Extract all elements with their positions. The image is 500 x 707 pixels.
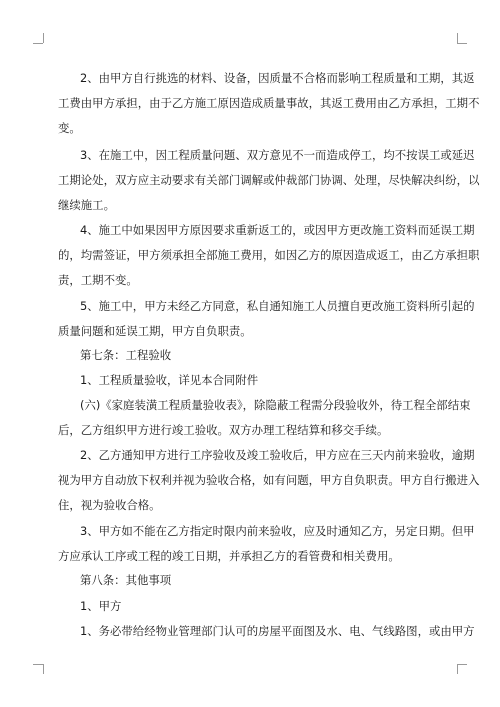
text-line: 2、由甲方自行挑选的材料、设备，因质量不合格而影响工程质量和工期，其返 [80,71,475,85]
text-line: 1、甲方 [80,599,122,613]
heading-text: 第八条：其他事项 [80,573,172,587]
text-line: 质量问题和延误工期，甲方自负职责。 [58,324,252,338]
paragraph-party-a-heading [58,594,444,619]
paragraph-acceptance-form [58,393,471,443]
text-line: 3、在施工中，因工程质量问题、双方意见不一而造成停工，均不按误工或延迟 [80,148,475,162]
text-line: 工费由甲方承担，由于乙方施工原因造成质量事故，其返工费用由乙方承担，工期不 [58,96,480,110]
text-line: 后，乙方组织甲方进行竣工验收。双方办理工程结算和移交手续。 [58,423,389,437]
text-line: 5、施工中，甲方未经乙方同意，私自通知施工人员擅自更改施工资料所引起的 [80,299,475,313]
text-line: 方应承认工序或工程的竣工日期，并承担乙方的看管费和相关费用。 [58,549,400,563]
text-line: 4、施工中如果因甲方原因要求重新返工的，或因甲方更改施工资料而延误工期 [80,223,475,237]
text-line: 的，均需签证，甲方须承担全部施工费用，如因乙方的原因造成返工，由乙方承担职 [58,248,480,262]
text-line: 视为甲方自动放下权利并视为验收合格，如有问题，甲方自负职责。甲方自行搬进入 [58,473,480,487]
text-line: 1、工程质量验收，详见本合同附件 [80,373,259,387]
paragraph-clause-4-redo [58,218,480,293]
text-line: 责，工期不变。 [58,273,138,287]
text-line: 2、乙方通知甲方进行工序验收及竣工验收后，甲方应在三天内前来验收，逾期 [80,448,475,462]
paragraph-clause-3-stoppage [58,143,480,218]
paragraph-clause-5-unauthorized-change [58,294,475,344]
paragraph-acceptance-item-2 [58,443,480,518]
text-line: 3、甲方如不能在乙方指定时限内前来验收，应及时通知乙方，另定日期。但甲 [80,524,475,538]
paragraph-clause-2-rework [58,66,480,141]
heading-text: 第七条：工程验收 [80,348,172,362]
text-line: 1、务必带给经物业管理部门认可的房屋平面图及水、电、气线路图，或由甲方 [80,624,475,638]
section-heading-article-8 [58,568,444,593]
text-line: 变。 [58,121,81,135]
section-heading-article-7 [58,343,444,368]
paragraph-acceptance-item-1 [58,368,444,393]
text-line: 继续施工。 [58,198,115,212]
paragraph-acceptance-item-3 [58,519,475,569]
text-line: 住，视为验收合格。 [58,498,161,512]
text-line: 工期论处，双方应主动要求有关部门调解或仲裁部门协调、处理，尽快解决纠纷，以 [58,173,480,187]
paragraph-party-a-item-1 [58,619,475,644]
text-line: (六)《家庭装潢工程质量验收表》，除隐蔽工程需分段验收外，待工程全部结束 [80,398,471,412]
